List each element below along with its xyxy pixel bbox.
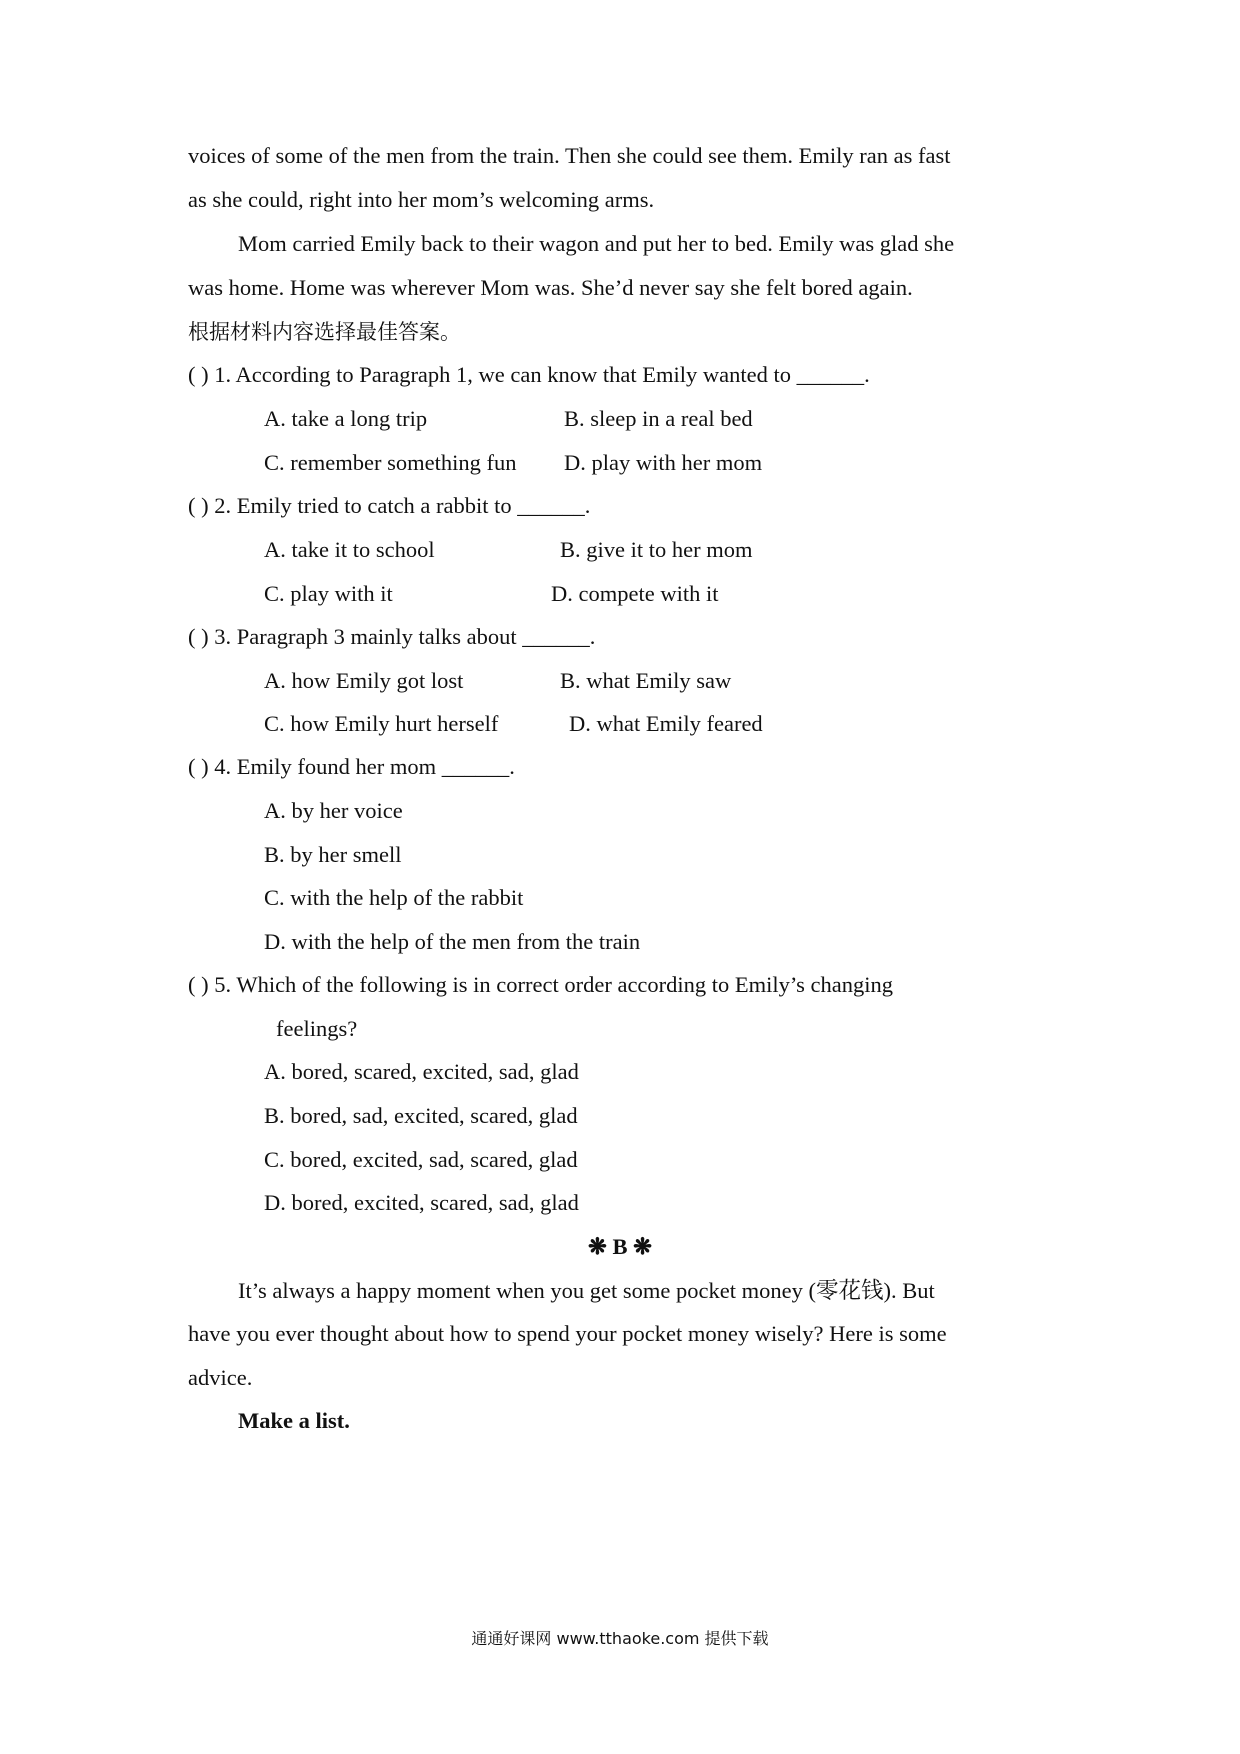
question-5-stem-cont: feelings? xyxy=(276,1016,358,1041)
question-3-stem: ( ) 3. Paragraph 3 mainly talks about ______. xyxy=(188,624,596,649)
option-c: C. how Emily hurt herself xyxy=(264,711,499,736)
question-1-stem: ( ) 1. According to Paragraph 1, we can know that Emily wanted to ______. xyxy=(188,362,870,387)
option-b: B. give it to her mom xyxy=(560,537,753,562)
section-b-intro-line: have you ever thought about how to spend your pocket money wisely? Here is some xyxy=(188,1321,947,1346)
option-c: C. bored, excited, sad, scared, glad xyxy=(264,1147,578,1172)
option-a: A. take it to school xyxy=(264,537,435,562)
option-a: A. take a long trip xyxy=(264,406,428,431)
story-line: as she could, right into her mom’s welcoming arms. xyxy=(188,187,655,212)
story-line: was home. Home was wherever Mom was. She’d never say she felt bored again. xyxy=(188,275,913,300)
question-2-options-row2 xyxy=(264,579,864,609)
option-d: D. play with her mom xyxy=(564,450,763,475)
question-2-stem: ( ) 2. Emily tried to catch a rabbit to ______. xyxy=(188,493,591,518)
option-c: C. remember something fun xyxy=(264,450,517,475)
question-3-options-row1 xyxy=(264,666,864,696)
page-footer: 通通好课网 www.tthaoke.com 提供下载 xyxy=(471,1629,769,1648)
option-c: C. with the help of the rabbit xyxy=(264,885,524,910)
option-b: B. bored, sad, excited, scared, glad xyxy=(264,1103,578,1128)
section-b-subheading: Make a list. xyxy=(238,1408,350,1433)
question-1-options-row2 xyxy=(264,448,864,478)
section-b-intro-line: advice. xyxy=(188,1365,253,1390)
question-4-stem: ( ) 4. Emily found her mom ______. xyxy=(188,754,515,779)
section-b-intro-line: It’s always a happy moment when you get some pocket money (零花钱). But xyxy=(238,1278,935,1303)
option-b: B. what Emily saw xyxy=(560,668,732,693)
story-line: Mom carried Emily back to their wagon and put her to bed. Emily was glad she xyxy=(238,231,955,256)
question-1-options-row1 xyxy=(264,404,864,434)
question-2-options-row1 xyxy=(264,535,864,565)
question-5-stem: ( ) 5. Which of the following is in correct order according to Emily’s changing xyxy=(188,972,894,997)
question-3-options-row2 xyxy=(264,709,864,739)
section-b-heading: ❋ B ❋ xyxy=(588,1234,652,1259)
option-d: D. bored, excited, scared, sad, glad xyxy=(264,1190,579,1215)
option-b: B. by her smell xyxy=(264,842,402,867)
option-a: A. bored, scared, excited, sad, glad xyxy=(264,1059,579,1084)
option-b: B. sleep in a real bed xyxy=(564,406,753,431)
option-d: D. compete with it xyxy=(551,581,719,606)
option-c: C. play with it xyxy=(264,581,393,606)
option-d: D. with the help of the men from the train xyxy=(264,929,641,954)
option-a: A. how Emily got lost xyxy=(264,668,464,693)
instruction-text: 根据材料内容选择最佳答案。 xyxy=(188,320,461,344)
option-d: D. what Emily feared xyxy=(569,711,763,736)
story-line: voices of some of the men from the train. Then she could see them. Emily ran as fast xyxy=(188,143,951,168)
option-a: A. by her voice xyxy=(264,798,403,823)
